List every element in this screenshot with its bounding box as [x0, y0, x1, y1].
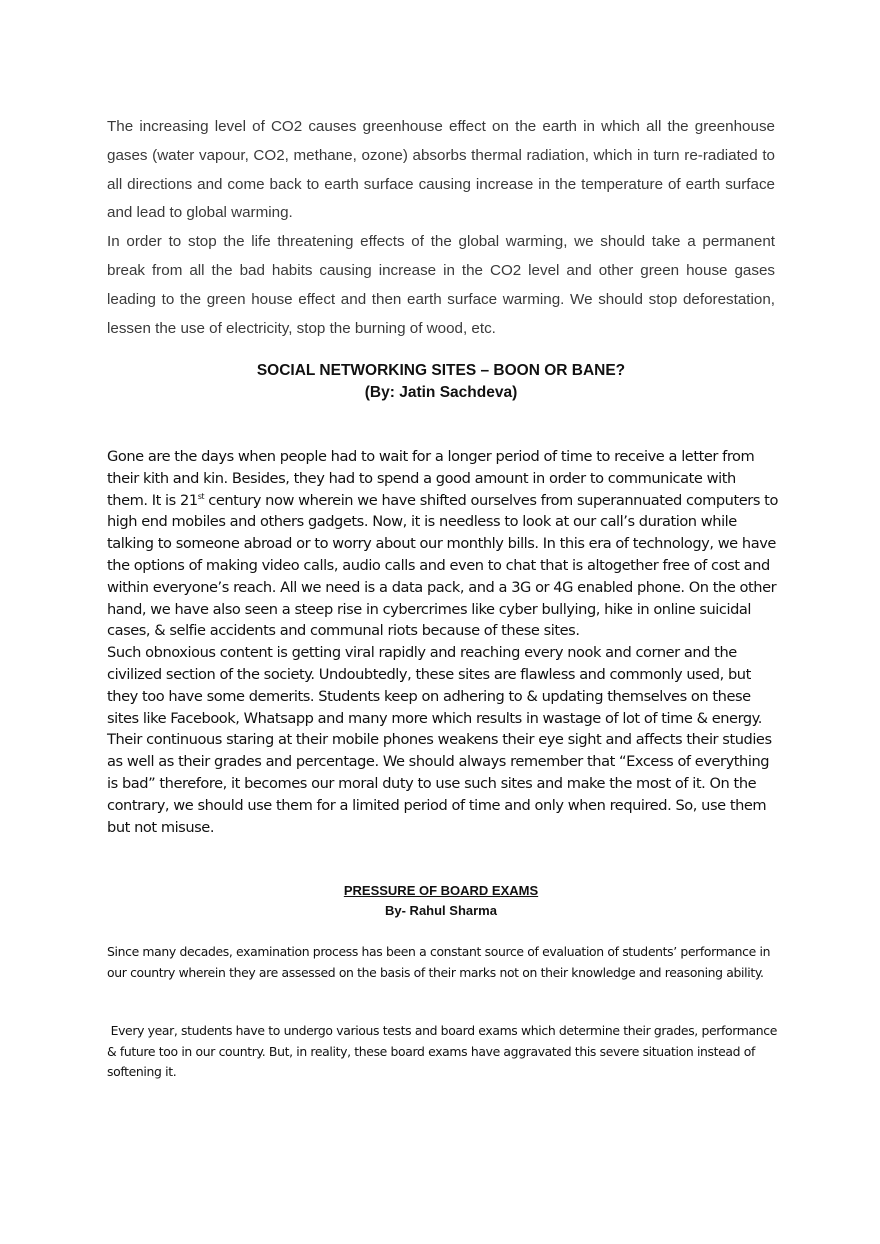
board-exams-paragraph-1: Since many decades, examination process has been a constant source of evaluation of students’ performance in our country wherein they are assessed on the basis of their marks not on their knowledge and reasoning ability. [107, 944, 771, 980]
social-paragraph-1-part-2: century now wherein we have shifted ourselves from superannuated computers to high end mobiles and others gadgets. Now, it is needless to look at our call’s duration while talking to someone abroad or to worry about our monthly bills. In this era of technology, we have the options of making video calls, audio calls and even to chat that is altogether free of cost and within everyone’s reach. All we need is a data pack, and a 3G or 4G enabled phone. On the other hand, we have also seen a steep rise in cybercrimes like cyber bullying, hike in online suicidal cases, & selfie accidents and communal riots because of these sites. [107, 491, 778, 640]
board-exams-paragraph-2: Every year, students have to undergo various tests and board exams which determine their grades, performance & future too in our country. But, in reality, these board exams have aggravated this severe situation instead of softening it. [107, 1023, 777, 1080]
co2-paragraph-2: In order to stop the life threatening effects of the global warming, we should take a permanent break from all the bad habits causing increase in the CO2 level and other green house gases leading to the green house effect and then earth surface warming. We should stop deforestation, lessen the use of electricity, stop the burning of wood, etc. [107, 233, 775, 337]
board-exams-byline: By- Rahul Sharma [385, 903, 497, 918]
board-exams-paragraph-2-block [107, 1021, 779, 1083]
social-article-heading [107, 360, 775, 404]
co2-paragraph-1: The increasing level of CO2 causes greenhouse effect on the earth in which all the greenhouse gases (water vapour, CO2, methane, ozone) absorbs thermal radiation, which in turn re-radiated to all directions and come back to earth surface causing increase in the temperature of earth surface and lead to global warming. [107, 118, 775, 222]
social-article-title: SOCIAL NETWORKING SITES – BOON OR BANE? [256, 362, 626, 379]
ordinal-suffix: st [197, 491, 205, 501]
board-exams-title: PRESSURE OF BOARD EXAMS [343, 883, 539, 898]
board-exams-heading [107, 881, 775, 921]
social-article-body [107, 446, 779, 838]
social-paragraph-1-part-1: Gone are the days when people had to wait for a longer period of time to receive a letter from their kith and kin. Besides, they had to spend a good amount in order to communicate with them. It is 21 [107, 448, 755, 509]
board-exams-paragraph-1-block [107, 942, 779, 983]
social-paragraph-1 [107, 446, 779, 642]
co2-section [107, 113, 775, 343]
social-article-byline: (By: Jatin Sachdeva) [364, 384, 518, 401]
social-paragraph-2: Such obnoxious content is getting viral rapidly and reaching every nook and corner and the civilized section of the society. Undoubtedly, these sites are flawless and commonly used, but they too have some demerits. Students keep on adhering to & updating themselves on these sites like Facebook, Whatsapp and many more which results in wastage of lot of time & energy. Their continuous staring at their mobile phones weakens their eye sight and affects their studies as well as their grades and percentage. We should always remember that “Excess of everything is bad” therefore, it becomes our moral duty to use such sites and make the most of it. On the contrary, we should use them for a limited period of time and only when required. So, use them but not misuse. [107, 644, 772, 836]
